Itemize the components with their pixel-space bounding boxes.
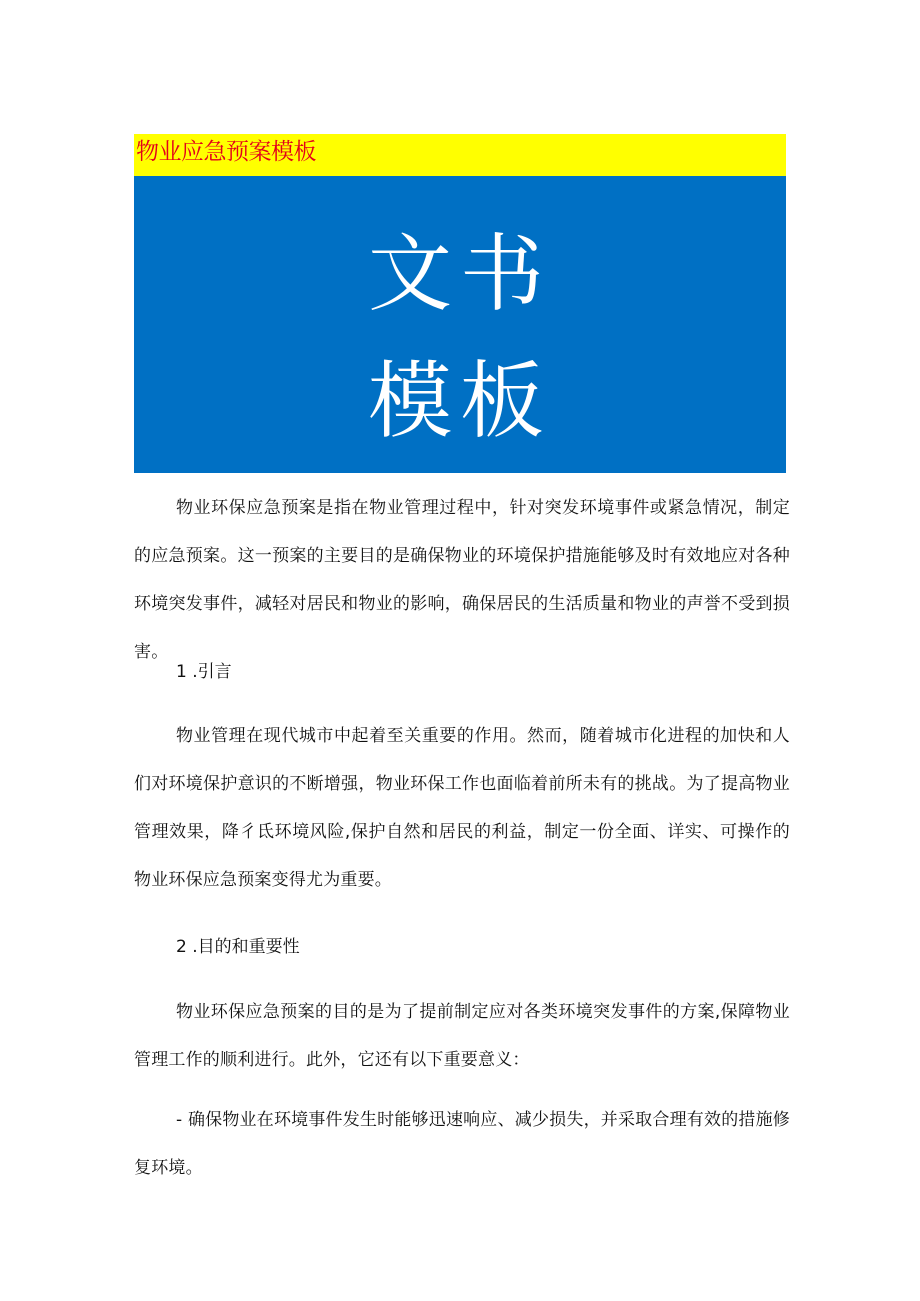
intro-paragraph: 物业环保应急预案是指在物业管理过程中，针对突发环境事件或紧急情况，制定的应急预案。这一预案的主要目的是确保物业的环境保护措施能够及时有效地应对各种环境突发事件，减轻对居民和物业的影响，确保居民的生活质量和物业的声誉不受到损害。 (134, 498, 790, 662)
cover-banner (134, 176, 786, 473)
section-heading-purpose: 2 .目的和重要性 (176, 937, 300, 957)
document-title-bar (134, 134, 786, 176)
bullet-item: - 确保物业在环境事件发生时能够迅速响应、减少损失，并采取合理有效的措施修复环境。 (134, 1110, 790, 1178)
purpose-paragraph: 物业环保应急预案的目的是为了提前制定应对各类环境突发事件的方案,保障物业管理工作的顺利进行。此外，它还有以下重要意义： (134, 1002, 790, 1070)
document-title: 物业应急预案模板 (136, 139, 316, 165)
introduction-paragraph: 物业管理在现代城市中起着至关重要的作用。然而，随着城市化进程的加快和人们对环境保护意识的不断增强，物业环保工作也面临着前所未有的挑战。为了提高物业管理效果，降彳氐环境风险,保护自然和居民的利益，制定一份全面、详实、可操作的物业环保应急预案变得尤为重要。 (134, 726, 790, 890)
cover-title-line-1: 文书 (367, 225, 552, 323)
section-heading-introduction: 1 .引言 (176, 662, 232, 682)
cover-title-line-2: 模板 (367, 352, 552, 450)
